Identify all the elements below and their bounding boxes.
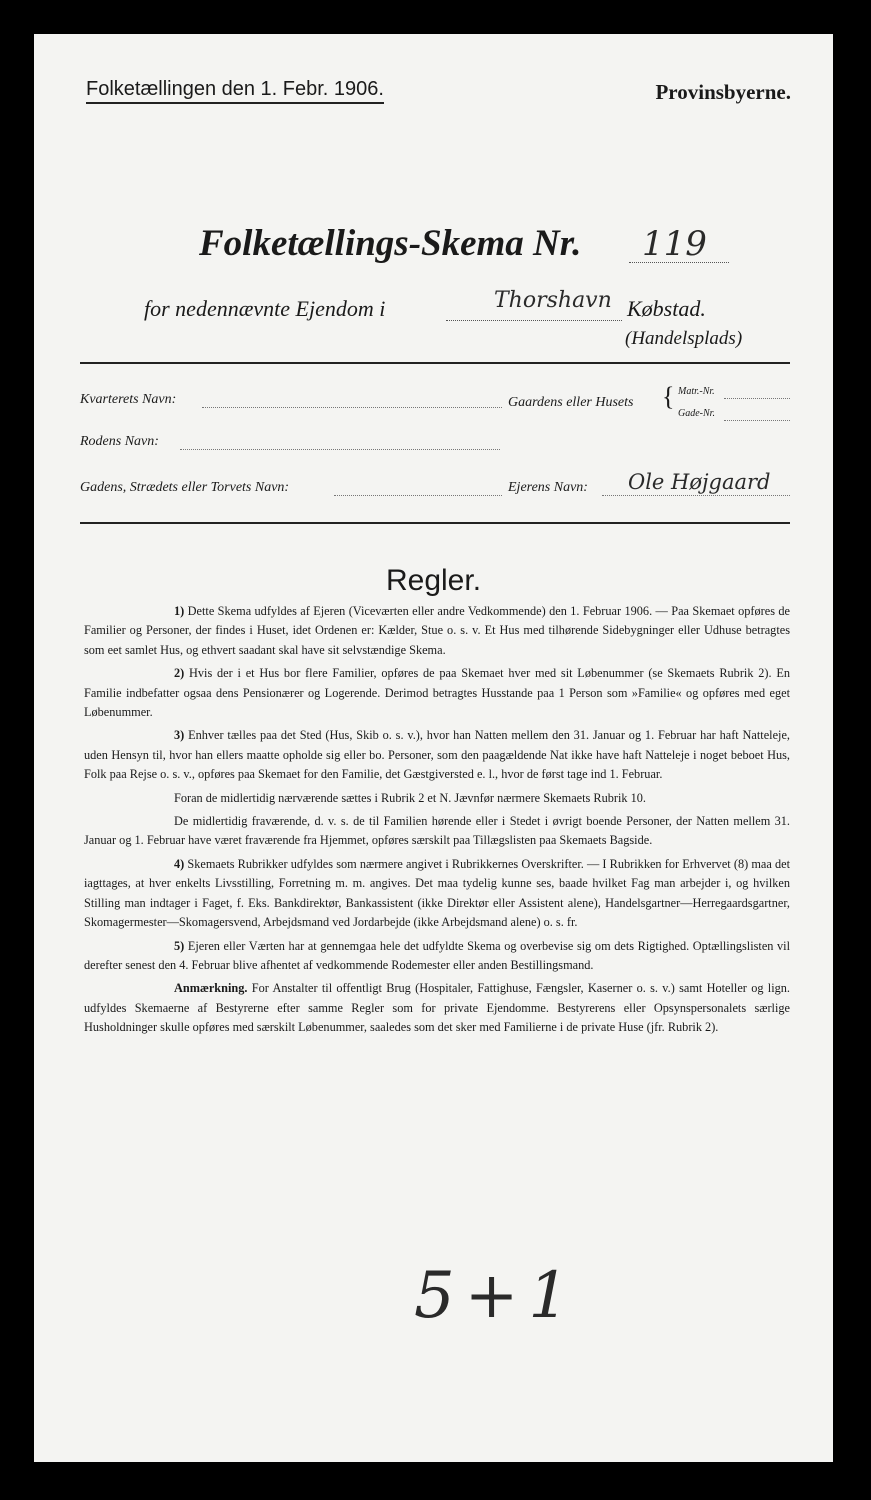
footer-handwritten-note: 5+1 <box>414 1259 580 1333</box>
rule-2-number: 2) <box>174 666 185 681</box>
rode-label: Rodens Navn: <box>80 434 159 449</box>
rule-5-number: 5) <box>174 938 185 953</box>
note <box>84 979 790 1037</box>
ejer-line <box>602 495 790 496</box>
census-form-page <box>34 34 833 1462</box>
rules-heading: Regler. <box>385 564 482 597</box>
form-title: Folketællings-Skema Nr. <box>199 223 582 264</box>
gaard-label: Gaardens eller Husets <box>508 395 634 410</box>
matr-label: Matr.-Nr. <box>678 386 715 397</box>
rule-4 <box>84 855 790 933</box>
rule-3-number: 3) <box>174 728 185 743</box>
rule-2-text: Hvis der i et Hus bor flere Familier, opføres de paa Skemaet hver med sit Løbenummer (se Skemaets Rubrik 2). En Familie indbefatter ogsaa dens Pensionærer og Logerende. Derimod betragtes Husstande paa 1 Person som »Familie« og opføres med eget Løbenummer. <box>84 666 791 720</box>
ejer-label: Ejerens Navn: <box>508 480 588 495</box>
gade-nr-line <box>724 420 790 421</box>
rule-1-text: Dette Skema udfyldes af Ejeren (Viceværten eller andre Vedkommende) den 1. Februar 1906. — Paa Skemaet opføres de Familier og Personer, der findes i Huset, idet Ordenen er: Kælder, Stue o. s. v. Et Hus med tilhørende Sidebygninger eller Udhuse betragtes som eet samlet Hus, og ethvert saadant skal have sit selvstændige Skema. <box>84 604 790 657</box>
top-divider <box>80 362 790 364</box>
gade-label: Gadens, Strædets eller Torvets Navn: <box>80 480 290 495</box>
note-label: Anmærkning. <box>174 981 248 996</box>
rule-3b-text: Foran de midlertidig nærværende sættes i Rubrik 2 et N. Jævnfør nærmere Skemaets Rubrik 10. <box>174 790 647 805</box>
form-number-handwritten: 119 <box>642 224 707 264</box>
owner-name-handwritten: Ole Højgaard <box>628 470 771 494</box>
census-header-title: Folketællingen den 1. Febr. 1906. <box>86 78 384 104</box>
gade-line <box>334 495 502 496</box>
rule-4-text: Skemaets Rubrikker udfyldes som nærmere angivet i Rubrikkernes Overskrifter. — I Rubrikken for Erhvervet (8) maa det iagttages, at hver enkelts Livsstilling, Forretning m. m. angives. Det maa tydelig kunne ses, baade hvilket Fag man arbejder i, og hvilken Stilling man indtager i Faget, f. Eks. Bankdirektør, Bankassistent (ikke Direktør eller Assistent alene), Handelsgartner—Herregaardsgartner, Skomagermester—Skomagersvend, Arbejdsmand ved Jordarbejde (ikke Arbejdsmand alene) o. s. fr. <box>84 856 790 930</box>
note-text: For Anstalter til offentligt Brug (Hospitaler, Fattighuse, Fængsler, Kaserner o. s. v.) samt Hoteller og lign. udfyldes Skemaerne af Bestyrerne efter samme Regler som for private Ejendomme. Bestyrerens eller Opsynspersonalets særlige Husholdninger skulle opføres med særskilt Løbenummer, saaledes som det sker med Familierne i de private Huse (jfr. Rubrik 2). <box>84 981 790 1035</box>
rule-4-number: 4) <box>174 856 185 871</box>
region-label: Provinsbyerne. <box>655 80 791 104</box>
rule-3-text: Enhver tælles paa det Sted (Hus, Skib o. s. v.), hvor han Natten mellem den 31. Januar og 1. Februar har haft Natteleje, uden Hensyn til, hvor han ellers maatte opholde sig eller bo. Personer, som den paagældende Nat ikke have haft Natteleje i noget beboet Hus, Folk paa Rejse o. s. v., opføres paa Skemaet for den Familie, det Gæstgiversted e. l., hvor de først tage ind 1. Februar. <box>84 728 791 782</box>
rule-1-number: 1) <box>174 604 185 618</box>
property-location-prefix: for nedennævnte Ejendom i <box>144 296 386 321</box>
rule-3c-text: De midlertidig fraværende, d. v. s. de til Familien hørende eller i Stedet i øvrigt boende Personer, der Natten mellem 31. Januar og 1. Februar have været fraværende fra Hjemmet, opføres særskilt paa Tillægslisten paa Skemaets Bagside. <box>84 814 790 848</box>
bottom-divider <box>80 522 790 524</box>
rule-3b <box>84 789 790 808</box>
rule-5 <box>84 937 790 976</box>
town-line <box>446 320 622 321</box>
rule-3 <box>84 726 790 784</box>
rode-line <box>180 449 500 450</box>
kvarter-label: Kvarterets Navn: <box>80 392 177 407</box>
rules-body <box>84 602 790 1042</box>
town-handwritten: Thorshavn <box>494 288 612 313</box>
kobstad-label: Købstad. <box>627 296 706 321</box>
matr-line <box>724 398 790 399</box>
rule-3c <box>84 812 790 851</box>
rule-2 <box>84 664 790 722</box>
rule-5-text: Ejeren eller Værten har at gennemgaa hele det udfyldte Skema og overbevise sig om dets Rigtighed. Optællingslisten vil derefter senest den 4. Februar blive afhentet af vedkommende Rodemester eller anden Bestillingsmand. <box>84 938 790 972</box>
rule-1 <box>84 602 790 660</box>
kvarter-line <box>202 407 502 408</box>
gade-nr-label: Gade-Nr. <box>678 408 715 419</box>
handelsplads-label: (Handelsplads) <box>625 328 743 349</box>
brace-icon: { <box>662 382 675 411</box>
